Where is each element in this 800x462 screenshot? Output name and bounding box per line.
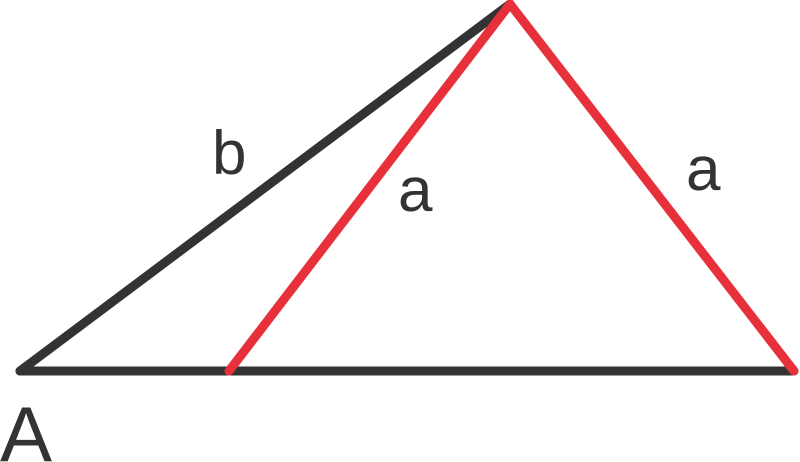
vertex-a-label: A	[0, 390, 53, 462]
side-a-right-line	[510, 4, 794, 371]
side-a-right-label: a	[686, 135, 721, 204]
side-b-label: b	[212, 119, 247, 188]
side-a-left-label: a	[398, 156, 433, 225]
side-b-line	[20, 4, 510, 371]
